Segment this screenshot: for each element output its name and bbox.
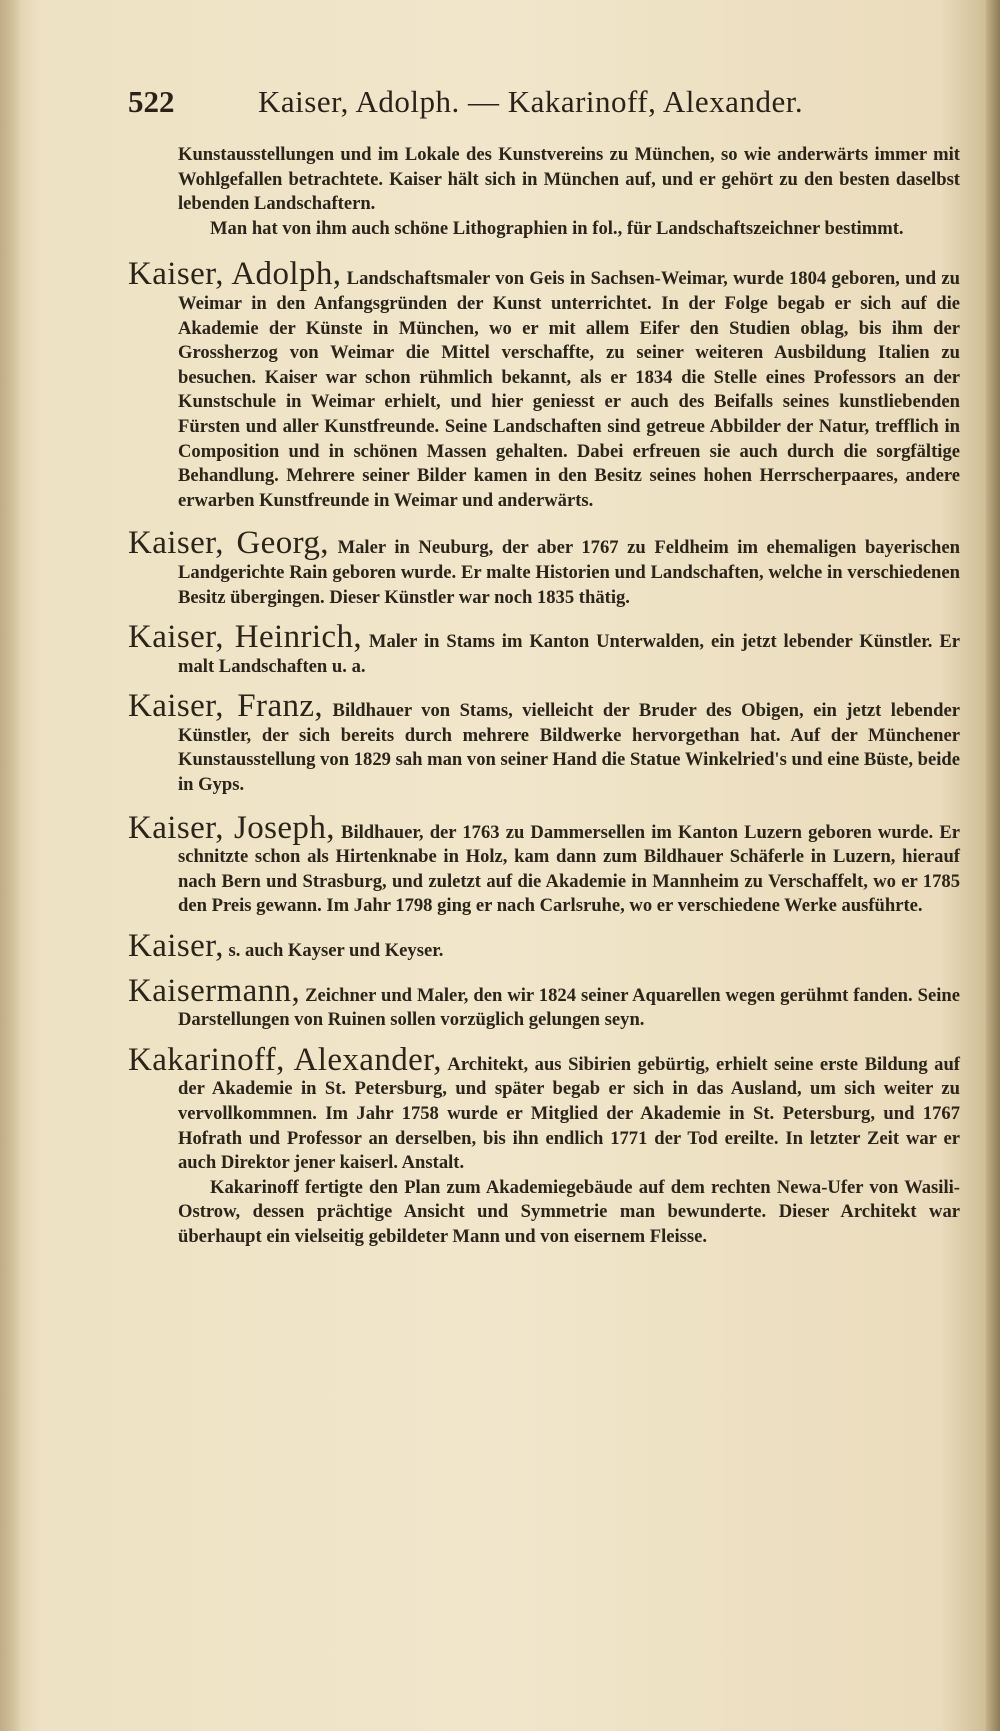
entry-heading: Kaiser, Adolph, — [128, 256, 342, 293]
entry-kaiser-franz — [128, 688, 960, 797]
entry-text: Architekt, aus Sibirien gebürtig, erhielt seine erste Bildung auf der Akademie in St. Petersburg, und später begab er sich in das Ausland, um sich weiter zu vervollkommnen. Im Jahr 1758 wurde er Mitglied der Akademie in St. Petersburg, und 1767 Hofrath und Professor an derselben, bis ihn endlich 1771 der Tod ereilte. In letzter Zeit war er auch Direktor jener kaiserl. Anstalt. — [178, 1053, 961, 1174]
entry-kaiser-georg — [128, 525, 960, 610]
entry-heading: Kakarinoff, Alexander, — [128, 1041, 442, 1078]
entry-kaiser-joseph — [128, 809, 960, 919]
entry-heading: Kaisermann, — [128, 972, 301, 1009]
entry-text: Bildhauer, der 1763 zu Dammersellen im Kanton Luzern geboren wurde. Er schnitzte schon als Hirtenknabe in Holz, kam dann zum Bildhauer Schäferle in Luzern, hierauf nach Bern und Strasburg, und zuletzt auf die Akademie in Mannheim zu Verschaffelt, wo er 1785 den Preis gewann. Im Jahr 1798 ging er nach Carlsruhe, wo er verschiedene Werke ausführte. — [178, 821, 960, 917]
intro-paragraph: Kunstausstellungen und im Lokale des Kunstvereins zu München, so wie anderwärts immer mit Wohlgefallen betrachtete. Kaiser hält sich in München auf, und er gehört zu den besten daselbst lebenden Landschaftern. — [178, 144, 960, 215]
entry-kakarinoff-paragraph-2: Kakarinoff fertigte den Plan zum Akademiegebäude auf dem rechten Newa-Ufer von Wasili-Ostrow, dessen prächtige Ansicht und Symmetrie man bewunderte. Dieser Architekt war überhaupt ein vielseitig gebildeter Mann und von eisernem Fleisse. — [178, 1176, 960, 1247]
entry-heading: Kaiser, Joseph, — [128, 809, 335, 846]
entry-text: Maler in Stams im Kanton Unterwalden, ein jetzt lebender Künstler. Er malt Landschaften u. a. — [178, 631, 960, 677]
running-title: Kaiser, Adolph. — Kakarinoff, Alexander. — [258, 84, 804, 119]
entry-heading: Kaiser, Georg, — [128, 525, 329, 562]
entry-kaiser-crossref — [128, 928, 960, 965]
page-header — [128, 84, 888, 124]
entry-kakarinoff-alexander — [128, 1041, 961, 1176]
entry-text: Maler in Neuburg, der aber 1767 zu Feldheim im ehemaligen bayerischen Landgerichte Rain geboren wurde. Er malte Historien und Landschaften, welche in verschiedenen Besitz übergingen. Dieser Künstler war noch 1835 thätig. — [178, 537, 960, 608]
entry-heading: Kaiser, Franz, — [128, 688, 324, 725]
entry-kaiser-adolph — [128, 256, 961, 513]
intro-paragraph-2: Man hat von ihm auch schöne Lithographien in fol., für Landschaftszeichner bestimmt. — [210, 217, 904, 239]
entry-text: Bildhauer von Stams, vielleicht der Bruder des Obigen, ein jetzt lebender Künstler, der sich bereits durch mehrere Bildwerke hervorgethan hat. Auf der Münchener Kunstausstellung von 1829 sah man von seiner Hand die Statue Winkelried's und eine Büste, beide in Gyps. — [178, 700, 960, 796]
entry-text: Landschaftsmaler von Geis in Sachsen-Weimar, wurde 1804 geboren, und zu Weimar in den Anfangsgründen der Kunst unterrichtet. In der Folge begab er sich auf die Akademie der Künste in München, wo er mit allem Eifer den Studien oblag, bis ihm der Grossherzog von Weimar die Mittel verschaffte, zu seiner weiteren Ausbildung Italien zu besuchen. Kaiser war schon rühmlich bekannt, als er 1834 die Stelle eines Professors an der Kunstschule in Weimar erhielt, und hier geniesst er auch des Beifalls seines kunstliebenden Fürsten und aller Kunstfreunde. Seine Landschaften sind getreue Abbilder der Natur, trefflich in Composition und in schönen Massen gehalten. Dabei erfreuen sie auch durch die sorgfältige Behandlung. Mehrere seiner Bilder kamen in den Besitz seines hohen Herrscherpaares, andere erwarben Kunstfreunde in Weimar und anderwärts. — [178, 268, 961, 511]
entry-kaisermann — [128, 972, 960, 1033]
entry-heading: Kaiser, — [128, 928, 224, 965]
page-number: 522 — [128, 84, 175, 119]
entry-text: s. auch Kayser und Keyser. — [228, 940, 444, 962]
page-body — [128, 143, 960, 1250]
book-spine-edge — [986, 0, 1000, 1731]
page-left-edge-shadow — [0, 0, 22, 1731]
entry-heading: Kaiser, Heinrich, — [128, 619, 363, 656]
entry-text: Zeichner und Maler, den wir 1824 seiner Aquarellen wegen gerühmt fanden. Seine Darstellungen von Ruinen sollen vorzüglich gelungen seyn. — [178, 984, 960, 1031]
entry-kaiser-heinrich — [128, 619, 960, 679]
